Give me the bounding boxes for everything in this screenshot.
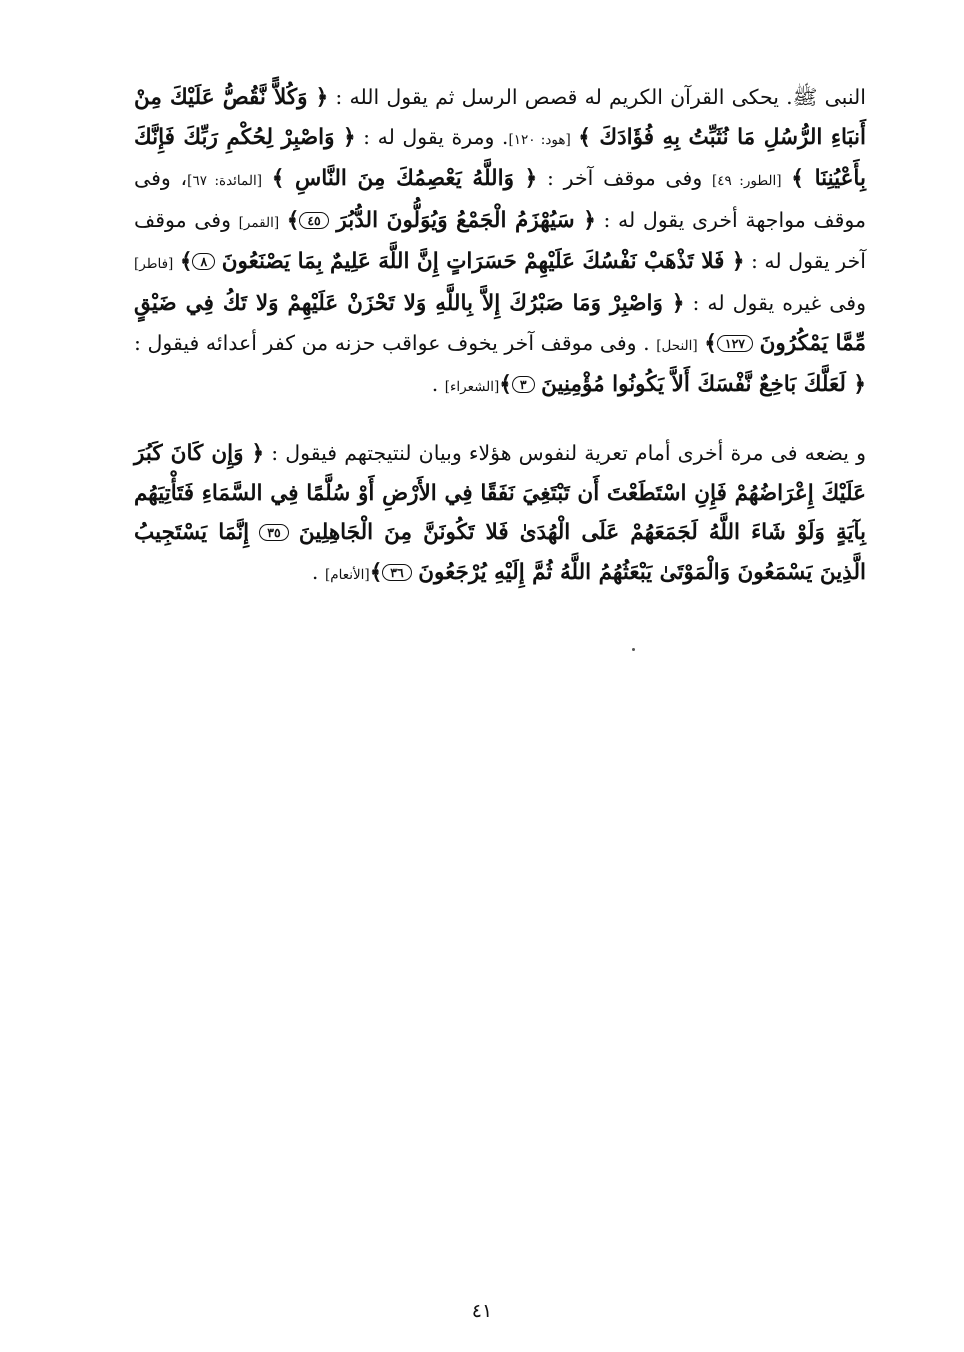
- quran-verse: إِنَّمَا يَسْتَجِيبُ الَّذِينَ يَسْمَعُونَ وَالْمَوْتَىٰ يَبْعَثُهُمُ اللَّهُ ثُمَّ إِلَيْهِ يُرْجَعُونَ: [134, 520, 866, 585]
- quran-bracket: ﴾: [499, 372, 512, 398]
- verse-reference: [هود: ١٢٠]: [508, 131, 571, 148]
- text-run: ، وفى موقف مواجهة أخرى يقول له :: [134, 166, 866, 232]
- paragraph-1: [134, 78, 866, 407]
- text-run: .: [311, 559, 319, 584]
- text-run: وفى موقف آخر :: [547, 166, 703, 191]
- verse-reference: [النحل]: [656, 337, 698, 354]
- quran-verse: ﴿ وَاصْبِرْ لِحُكْمِ رَبِّكَ فَإِنَّكَ بِأَعْيُنِنَا ﴾: [134, 124, 866, 192]
- quran-verse: ﴿ وَاللَّهُ يَعْصِمُكَ مِنَ النَّاسِ ﴾: [271, 166, 538, 192]
- text-run: . وفى موقف آخر يخوف عواقب حزنه من كفر أعدائه فيقول :: [134, 330, 650, 355]
- quran-bracket: ﴾: [704, 330, 717, 356]
- ayah-number-mark: ٣٦: [382, 564, 411, 581]
- scan-speck: [632, 648, 635, 651]
- quran-verse: ﴿ وَاصْبِرْ وَمَا صَبْرُكَ إِلاَّ بِاللَّهِ وَلا تَحْزَنْ عَلَيْهِمْ وَلا تَكُ فِي ضَيْقٍ مِّمَّا يَمْكُرُونَ: [134, 290, 866, 356]
- quran-verse: ﴿ سَيُهْزَمُ الْجَمْعُ وَيُوَلُّونَ الدُّبُرَ: [336, 207, 596, 233]
- paragraph-2: [134, 434, 866, 594]
- quran-bracket: ﴾: [286, 207, 300, 233]
- text-run: و يضعه فى مرة أخرى أمام تعرية لنفوس هؤلاء وبيان لنتيجتهم فيقول :: [271, 441, 866, 465]
- quran-bracket: ﴾: [179, 249, 193, 275]
- text-run: النبى ﷺ. يحكى القرآن الكريم له قصص الرسل ثم يقول الله :: [335, 85, 866, 109]
- quran-verse: ﴿ فَلا تَذْهَبْ نَفْسُكَ عَلَيْهِمْ حَسَرَاتٍ إِنَّ اللَّهَ عَلِيمٌ بِمَا يَصْنَعُونَ: [221, 249, 745, 275]
- page-number: ٤١: [471, 1300, 493, 1322]
- quran-bracket: ﴾: [369, 559, 383, 585]
- verse-reference: [المائدة: ٦٧]: [187, 173, 262, 190]
- verse-reference: [الطور: ٤٩]: [711, 173, 782, 190]
- text-run: وفى غيره يقول له :: [692, 290, 866, 315]
- verse-reference: [الشعراء]: [444, 379, 500, 396]
- text-run: .: [431, 372, 439, 397]
- quran-verse: ﴿ لَعَلَّكَ بَاخِعٌ نَّفْسَكَ أَلاَّ يَكُونُوا مُؤْمِنِينَ: [541, 372, 866, 398]
- ayah-number-mark: ٤٥: [299, 212, 328, 229]
- text-run: وفى موقف آخر يقول له :: [134, 207, 866, 274]
- verse-reference: [فاطر]: [134, 256, 174, 273]
- text-run: . ومرة يقول له :: [363, 124, 509, 149]
- ayah-number-mark: ٣٥: [259, 524, 288, 541]
- verse-reference: [القمر]: [238, 214, 280, 231]
- ayah-number-mark: ٨: [192, 253, 215, 270]
- ayah-number-mark: ١٢٧: [717, 335, 753, 352]
- quran-verse: ﴿ وَإِن كَانَ كَبُرَ عَلَيْكَ إِعْرَاضُهُمْ فَإِنِ اسْتَطَعْتَ أَن تَبْتَغِيَ نَفَقًا فِي الأَرْضِ أَوْ سُلَّمًا فِي السَّمَاءِ فَتَأْتِيَهُم بِآيَةٍ وَلَوْ شَاءَ اللَّهُ لَجَمَعَهُمْ عَلَى الْهُدَىٰ فَلا تَكُونَنَّ مِنَ الْجَاهِلِينَ: [134, 441, 866, 546]
- quran-verse: ﴿ وَكُلاًّ نَّقُصُّ عَلَيْكَ مِنْ أَنبَاءِ الرُّسُلِ مَا نُثَبِّتُ بِهِ فُؤَادَكَ ﴾: [134, 85, 866, 150]
- verse-reference: [الأنعام]: [324, 566, 370, 583]
- ayah-number-mark: ٣: [512, 376, 535, 393]
